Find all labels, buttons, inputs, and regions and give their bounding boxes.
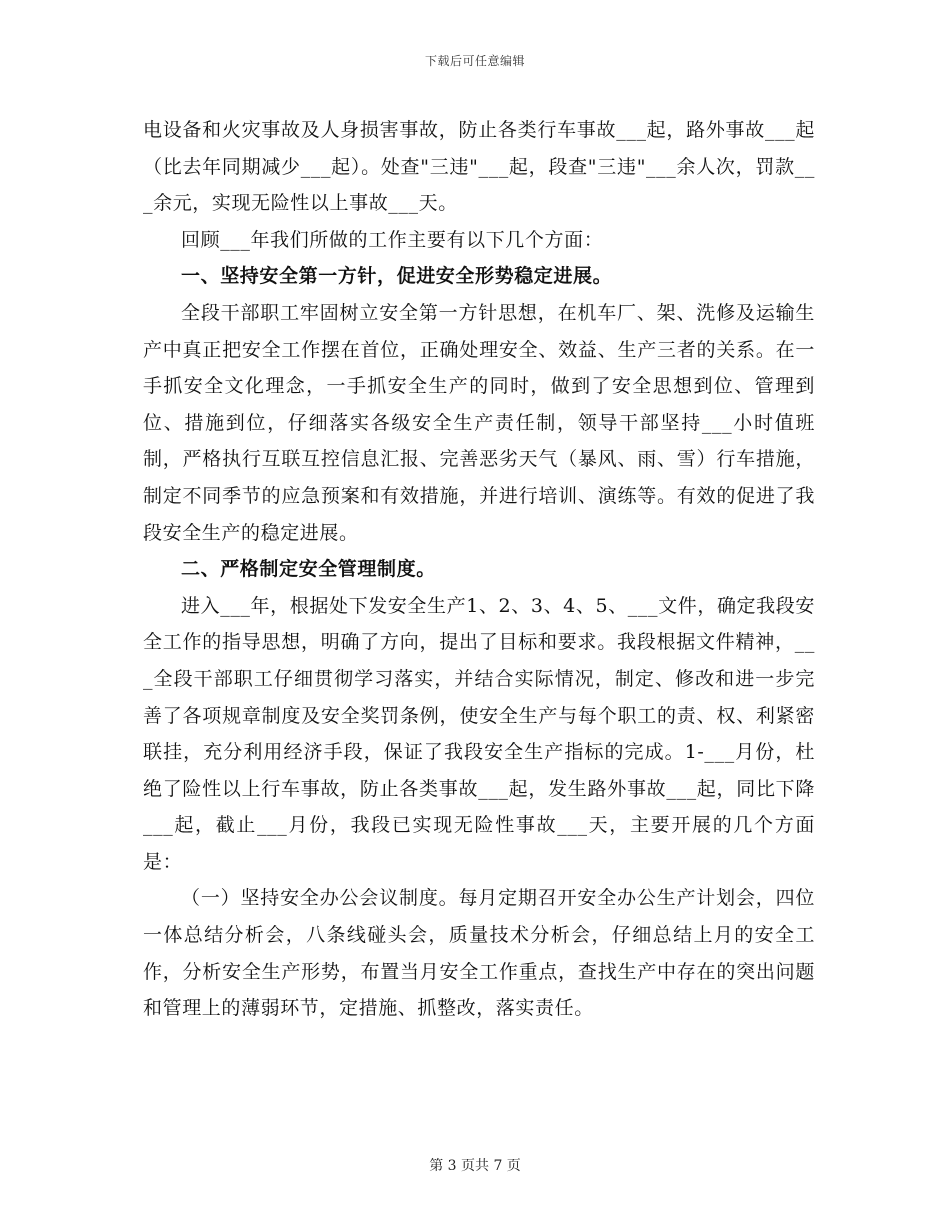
paragraph-review-intro: 回顾___年我们所做的工作主要有以下几个方面： [181, 228, 604, 251]
section-heading-1: 一、坚持安全第一方针，促进安全形势稳定进展。 [181, 265, 613, 288]
paragraph-safety-meetings: （一）坚持安全办公会议制度。每月定期召开安全办公生产计划会，四位一体总结分析会，八条线碰头会，质量技术分析会，仔细总结上月的安全工作，分析安全生产形势，布置当月安全工作重点，查找生产中存在的突出问题和管理上的薄弱环节，定措施、抓整改，落实责任。 [143, 887, 815, 1020]
page-header-note: 下载后可任意编辑 [424, 54, 525, 68]
section-heading-2: 二、严格制定安全管理制度。 [181, 558, 436, 581]
paragraph-management-system: 进入___年，根据处下发安全生产1、2、3、4、5、___文件，确定我段安全工作的指导思想，明确了方向，提出了目标和要求。我段根据文件精神，___全段干部职工仔细贯彻学习落实，并结合实际情况，制定、修改和进一步完善了各项规章制度及安全奖罚条例，使安全生产与每个职工的责、权、利紧密联挂，充分利用经济手段，保证了我段安全生产指标的完成。1-___月份，杜绝了险性以上行车事故，防止各类事故___起，发生路外事故___起，同比下降___起，截止___月份，我段已实现无险性事故___天，主要开展的几个方面是： [143, 594, 815, 873]
page-number: 第 3 页共 7 页 [429, 1158, 521, 1174]
paragraph-safety-first: 全段干部职工牢固树立安全第一方针思想，在机车厂、架、洗修及运输生产中真正把安全工作摆在首位，正确处理安全、效益、生产三者的关系。在一手抓安全文化理念，一手抓安全生产的同时，做到了安全思想到位、管理到位、措施到位，仔细落实各级安全生产责任制，领导干部坚持___小时值班制，严格执行互联互控信息汇报、完善恶劣天气（暴风、雨、雪）行车措施，制定不同季节的应急预案和有效措施，并进行培训、演练等。有效的促进了我段安全生产的稳定进展。 [143, 301, 815, 544]
paragraph-accident-stats: 电设备和火灾事故及人身损害事故，防止各类行车事故___起，路外事故___起（比去年同期减少___起）。处查"三违"___起，段查"三违"___余人次，罚款___余元，实现无险性以上事故___天。 [143, 119, 815, 215]
document-body [143, 112, 815, 1027]
